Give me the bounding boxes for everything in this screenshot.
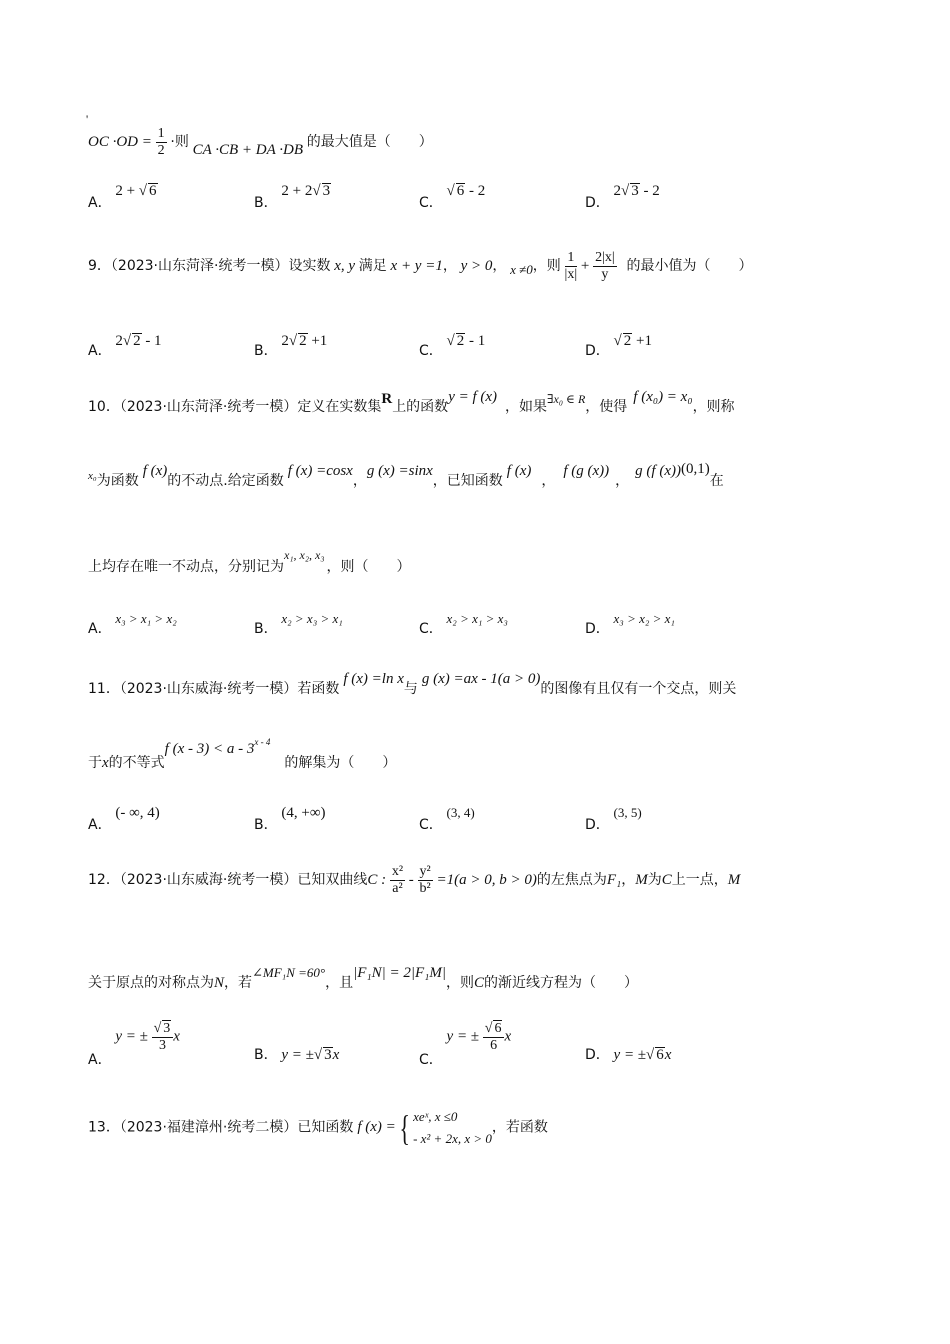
q12-option-c[interactable]: C． y = ± $\frac{√ 6}{6}$ x xyxy=(419,1021,512,1069)
q8-question-tail: 的最大值是（ ） xyxy=(306,133,433,150)
q8-then: ·则 xyxy=(170,133,189,150)
q9-question-tail: 的最小值为（ ） xyxy=(626,257,753,274)
q8-option-c[interactable]: C． √ 6 - 2 xyxy=(419,183,486,211)
q12-option-b[interactable]: B． y = ±√ 3x xyxy=(254,1047,340,1063)
q10-line-3 xyxy=(88,548,411,576)
q8-expression: CA ·CB + DA ·DB xyxy=(192,141,303,158)
q13-fx: f (x) = xyxy=(357,1119,396,1136)
q9-fraction-1: $\frac{1}{|x|}$ xyxy=(564,250,578,282)
q12-line-1 xyxy=(88,864,740,897)
q11-f-ln: f (x) =ln x xyxy=(343,671,404,687)
q8-half-fraction: $\frac{1}{2}$ xyxy=(157,126,165,158)
q10-text: 10．（2023·山东菏泽·统考一模）定义在实数集 xyxy=(88,399,382,415)
q13-text: ，若函数 xyxy=(491,1119,548,1136)
q9-condition-x: x ≠0 xyxy=(510,261,533,277)
q9-sep: ， xyxy=(442,257,457,274)
q12-C: C xyxy=(661,871,672,888)
q9-source: （2023·山东菏泽·统考一模）设实数 xyxy=(110,257,331,274)
q12-C: C : xyxy=(367,871,387,888)
q8-option-d[interactable]: D． 2√ 3 - 2 xyxy=(585,183,660,211)
q10-comma: ， xyxy=(352,473,367,489)
q13-piecewise: xeˣ, x ≤0 - x² + 2x, x > 0 xyxy=(413,1109,492,1146)
q12-text: 12．（2023·山东威海·统考一模）已知双曲线 xyxy=(88,871,368,888)
q11-option-a[interactable]: A． (- ∞, 4) xyxy=(88,805,160,833)
q10-option-a[interactable]: A． x₃ > x₁ > x₂ xyxy=(88,611,177,637)
q11-option-d[interactable]: D． (3, 5) xyxy=(585,805,642,833)
q12-equation-tail: =1(a > 0, b > 0) xyxy=(432,871,537,888)
q8-option-a[interactable]: A． 2 + √ 6 xyxy=(88,183,157,211)
q12-distance: |F₁N| = 2|F₁M| xyxy=(353,965,446,981)
q12-y-over-b: $\frac{\text{y²}}{\text{b²}}$ xyxy=(419,864,431,896)
q11-text: 的解集为（ ） xyxy=(284,755,397,771)
q8-stem xyxy=(88,126,433,159)
q10-comma: ， xyxy=(541,473,556,489)
q11-text: 的图像有且仅有一个交点，则关 xyxy=(540,681,737,697)
q12-text: ，且 xyxy=(325,975,354,991)
q10-text: 为函数 xyxy=(96,473,139,489)
q9-condition-y: y > 0 xyxy=(460,257,493,274)
q10-interval: (0,1) xyxy=(680,461,710,477)
q10-fx: f (x) xyxy=(142,463,168,479)
q11-option-c[interactable]: C． (3, 4) xyxy=(419,805,475,833)
q10-text: ，则称 xyxy=(692,399,735,415)
q10-line-1 xyxy=(88,389,735,416)
q10-text: 上均存在唯一不动点，分别记为 xyxy=(88,559,284,575)
q12-option-a[interactable]: A． y = ± $\frac{√ 3}{3}$ x xyxy=(88,1021,180,1069)
q10-f-of-g: f (g (x)) xyxy=(563,463,610,479)
q12-text: 为 xyxy=(647,871,662,888)
q10-exists: ∃x₀ ∈ R xyxy=(547,392,586,406)
q11-g-linear: g (x) =ax - 1(a > 0) xyxy=(421,671,541,687)
q9-option-d[interactable]: D． √ 2 +1 xyxy=(585,333,652,359)
q9-option-a[interactable]: A． 2√ 2 - 1 xyxy=(88,333,162,359)
q10-x0: x₀ xyxy=(88,470,97,482)
q9-text: 满足 xyxy=(358,257,387,274)
q12-C: C xyxy=(473,975,484,991)
q9-sep: ， xyxy=(492,257,507,274)
q11-x: x xyxy=(102,755,109,771)
q10-f-cos: f (x) =cosx xyxy=(287,463,353,479)
q10-option-c[interactable]: C． x₂ > x₁ > x₃ xyxy=(419,611,508,637)
q10-text: ，则（ ） xyxy=(326,559,411,575)
q11-option-b[interactable]: B． (4, +∞) xyxy=(254,805,326,833)
q10-text: 在 xyxy=(709,473,724,489)
q9-text: ，则 xyxy=(532,257,561,274)
q12-M: M xyxy=(727,871,741,888)
q9-option-c[interactable]: C． √ 2 - 1 xyxy=(419,333,486,359)
q9-stem xyxy=(88,250,752,283)
q9-plus: + xyxy=(580,257,590,274)
q9-number: 9． xyxy=(88,257,111,274)
q9-vars: x, y xyxy=(334,257,356,274)
q9-equation: x + y =1 xyxy=(390,257,443,274)
q12-text: 上一点， xyxy=(671,871,728,888)
q12-line-2 xyxy=(88,965,638,992)
q11-inequality: f (x - 3) < a - 3 xyxy=(164,741,255,757)
q8-condition: OC ·OD = xyxy=(88,133,152,150)
q12-M: M xyxy=(635,871,648,888)
q11-text: 与 xyxy=(403,681,418,697)
q10-option-b[interactable]: B． x₂ > x₃ > x₁ xyxy=(254,611,343,637)
q13-text: 13．（2023·福建漳州·统考二模）已知函数 xyxy=(88,1119,354,1136)
q12-text: 关于原点的对称点为 xyxy=(88,975,214,991)
q11-text: 的不等式 xyxy=(108,755,165,771)
q10-text: 上的函数 xyxy=(392,399,449,415)
q10-points: x₁, x₂, x₃ xyxy=(284,548,325,562)
q12-text: 的渐近线方程为（ ） xyxy=(483,975,638,991)
q11-line-1 xyxy=(88,671,737,698)
q10-fx: f (x) xyxy=(506,463,532,479)
q10-text: ，如果 xyxy=(505,399,548,415)
q13-line-1 xyxy=(88,1106,548,1150)
q11-text: 于 xyxy=(88,755,102,771)
q12-text: ， xyxy=(621,871,636,888)
q12-angle: ∠MF₁N =60° xyxy=(252,965,326,980)
q12-x-over-a: $\frac{\text{x²}}{\text{a²}}$ xyxy=(391,864,404,896)
q9-option-b[interactable]: B． 2√ 2 +1 xyxy=(254,333,328,359)
q10-option-d[interactable]: D． x₃ > x₂ > x₁ xyxy=(585,611,675,637)
q10-comma: ， xyxy=(615,473,630,489)
q12-focus: F₁ xyxy=(606,871,622,888)
q11-line-2 xyxy=(88,737,397,772)
q10-yfx: y = f (x) xyxy=(448,389,498,405)
q10-g-sin: g (x) =sinx xyxy=(366,463,433,479)
q12-text: 的左焦点为 xyxy=(536,871,607,888)
q10-text: 的不动点.给定函数 xyxy=(167,473,284,489)
stray-tick: ' xyxy=(86,112,89,126)
q9-fraction-2: $\frac{2|x|}{y}$ xyxy=(595,250,615,282)
q10-text: ，已知函数 xyxy=(432,473,503,489)
q11-exponent: x - 4 xyxy=(254,737,271,747)
q12-minus: - xyxy=(405,871,418,888)
q10-fixed-point-eq: f (x₀) = x₀ xyxy=(633,389,693,405)
q8-option-b[interactable]: B． 2 + 2√ 3 xyxy=(254,183,331,211)
q12-text: ，若 xyxy=(224,975,253,991)
q11-text: 11．（2023·山东威海·统考一模）若函数 xyxy=(88,681,340,697)
q10-line-2 xyxy=(88,461,724,490)
q13-brace: { xyxy=(399,1108,410,1148)
q10-text: ，使得 xyxy=(585,399,628,415)
q10-set-R: R xyxy=(381,391,393,407)
q10-g-of-f: g (f (x)) xyxy=(635,463,681,479)
q12-N: N xyxy=(214,975,225,991)
q12-option-d[interactable]: D． y = ±√ 6x xyxy=(585,1047,672,1063)
q12-text: ，则 xyxy=(445,975,474,991)
